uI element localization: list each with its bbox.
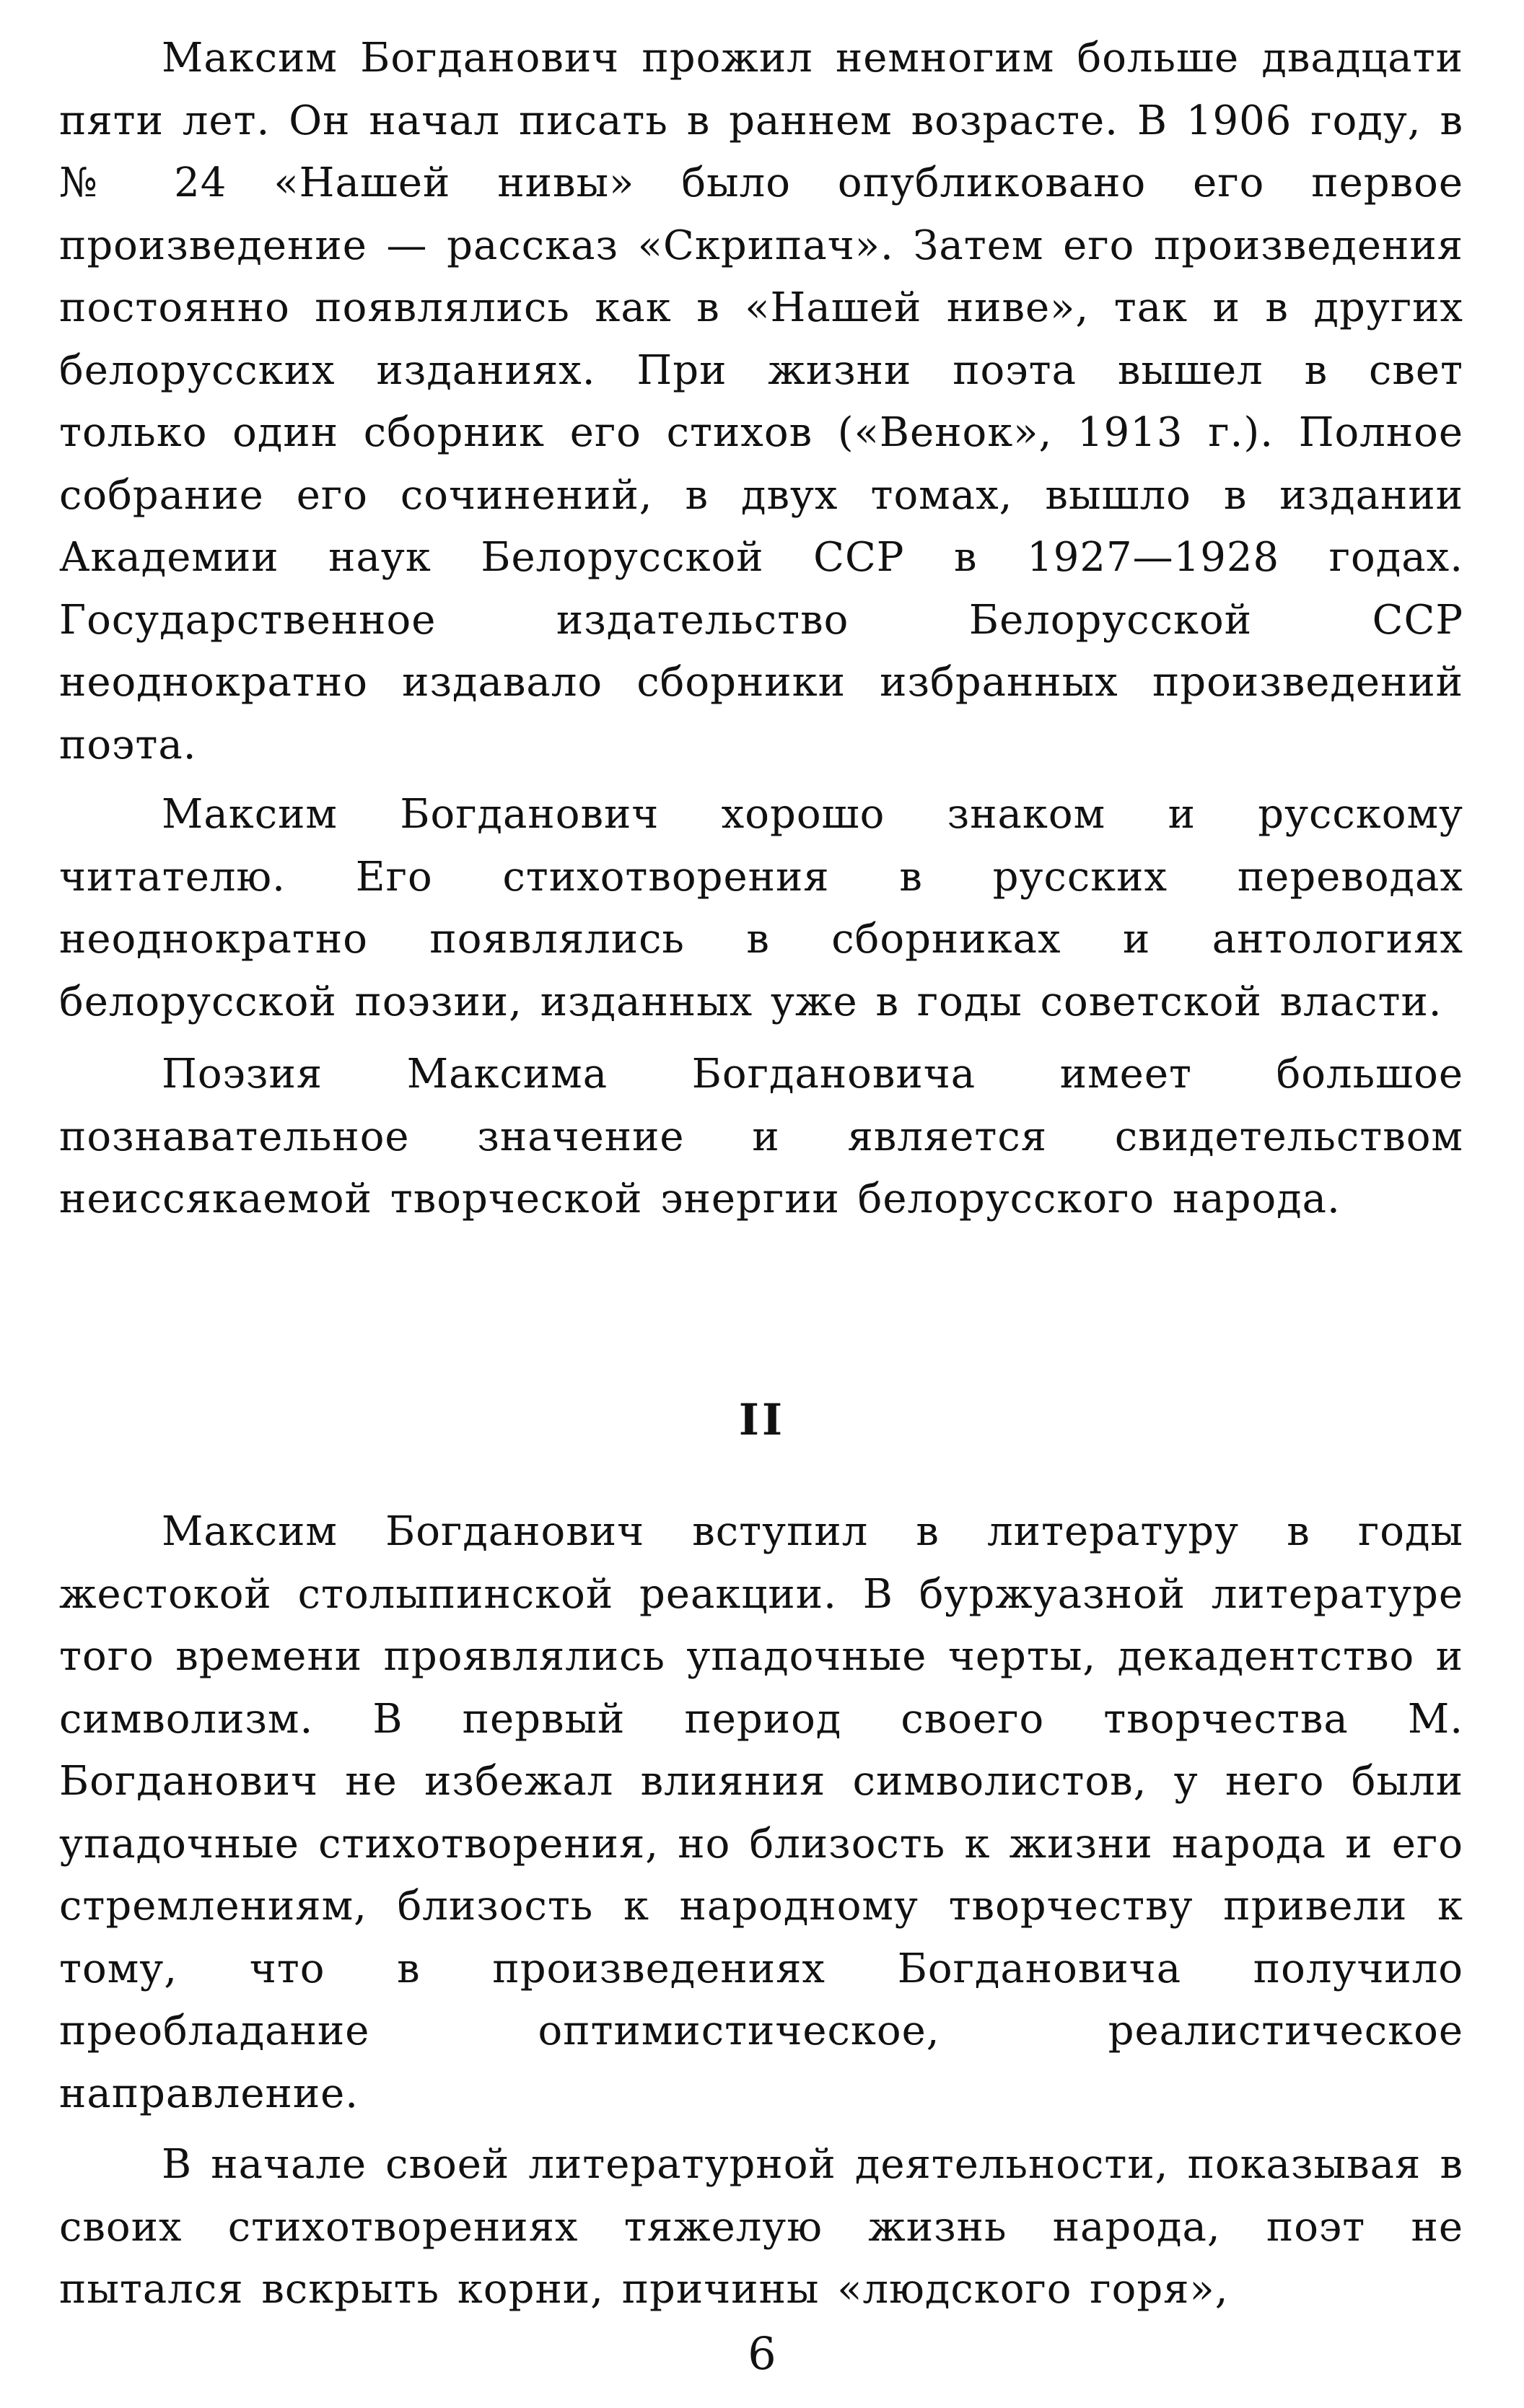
paragraph: Максим Богданович прожил немногим больше двадцати пяти лет. Он начал писать в раннем возрасте. В 1906 году, в № 24 «Нашей нивы» было опубликовано его первое произведение — рассказ «Скрипач». Затем его произведения постоянно появлялись как в «Нашей ниве», так и в других белорусских изданиях. При жизни поэта вышел в свет только один сборник его стихов («Венок», 1913 г.). Полное собрание его сочинений, в двух томах, вышло в издании Академии наук Белорусской ССР в 1927—1928 годах. Государственное издательство Белорусской ССР неоднократно издавало сборники избранных произведений поэта.	[59, 35, 1463, 769]
paragraph: Поэзия Максима Богдановича имеет большое познавательное значение и является свидетельством неиссякаемой творческой энергии белорусского народа.	[59, 1051, 1463, 1222]
section-heading: II	[738, 1395, 786, 1445]
paragraph: Максим Богданович вступил в литературу в годы жестокой столыпинской реакции. В буржуазной литературе того времени проявлялись упадочные черты, декадентство и символизм. В первый период своего творчества М. Богданович не избежал влияния символистов, у него были упадочные стихотворения, но близость к жизни народа и его стремлениям, близость к народному творчеству привели к тому, что в произведениях Богдановича получило преобладание оптимистическое, реалистическое направление.	[59, 1508, 1463, 2117]
section-1-text	[59, 27, 1463, 1231]
page-number: 6	[748, 2327, 776, 2380]
paragraph: В начале своей литературной деятельности, показывая в своих стихотворениях тяжелую жизнь народа, поэт не пытался вскрыть корни, причины «людского горя»,	[59, 2141, 1463, 2313]
section-2-text	[59, 1501, 1463, 2321]
paragraph: Максим Богданович хорошо знаком и русскому читателю. Его стихотворения в русских переводах неоднократно появлялись в сборниках и антологиях белорусской поэзии, изданных уже в годы советской власти.	[59, 791, 1463, 1025]
